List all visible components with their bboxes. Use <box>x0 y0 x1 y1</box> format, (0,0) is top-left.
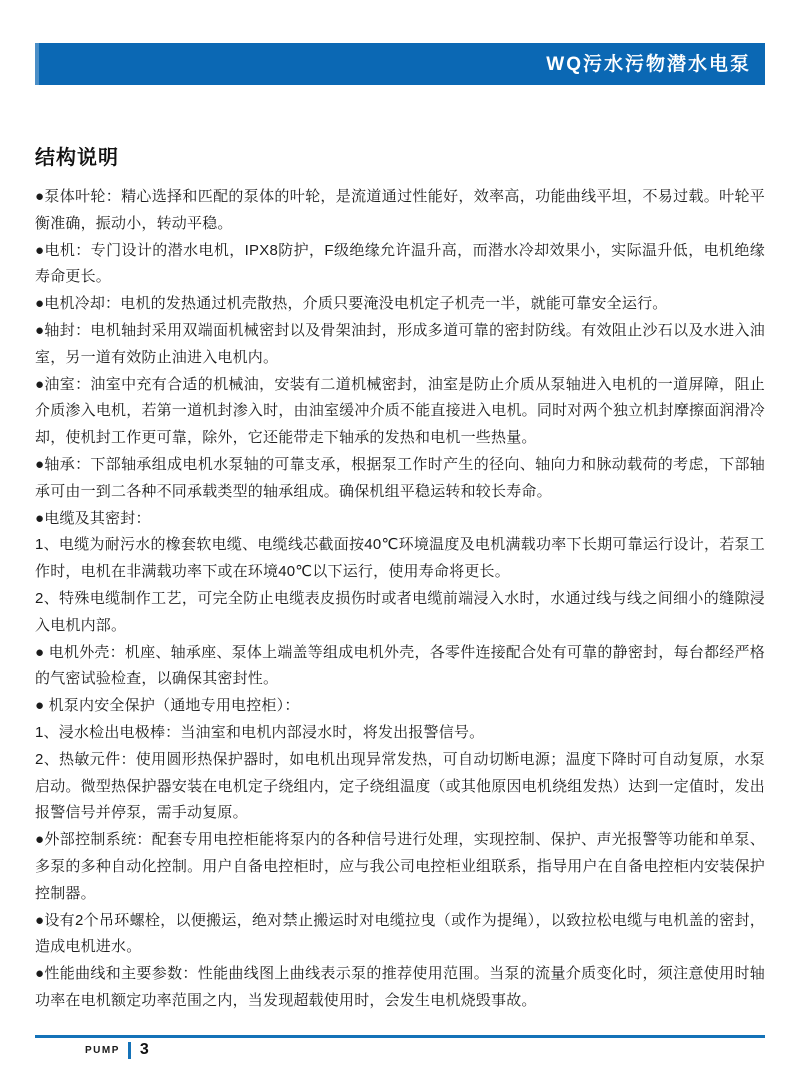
paragraph-cable-item-1: 1、电缆为耐污水的橡套软电缆、电缆线芯截面按40℃环境温度及电机满载功率下长期可靠运行设计，若泵工作时，电机在非满载功率下或在环境40℃以下运行，使用寿命将更长。 <box>35 536 765 581</box>
paragraph-safety-item-2: 2、热敏元件：使用圆形热保护器时，如电机出现异常发热，可自动切断电源；温度下降时可自动复原，水泵启动。微型热保护器安装在电机定子绕组内，定子绕组温度（或其他原因电机绕组发热）达到一定值时，发出报警信号并停泵，需手动复原。 <box>35 750 765 822</box>
paragraph-shaft-seal: ●轴封：电机轴封采用双端面机械密封以及骨架油封，形成多道可靠的密封防线。有效阻止沙石以及水进入油室，另一道有效防止油进入电机内。 <box>35 321 765 366</box>
paragraph-cable-seal-head: ●电缆及其密封： <box>35 509 151 527</box>
paragraph-safety-head: ● 机泵内安全保护（通地专用电控柜）： <box>35 697 300 715</box>
footer-divider <box>128 1042 131 1059</box>
footer-rule <box>35 1035 765 1038</box>
paragraph-pump-impeller: ●泵体叶轮：精心选择和匹配的泵体的叶轮，是流道通过性能好，效率高，功能曲线平坦，不易过载。叶轮平衡准确，振动小，转动平稳。 <box>35 188 765 232</box>
paragraph-motor-housing: ● 电机外壳：机座、轴承座、泵体上端盖等组成电机外壳，各零件连接配合处有可靠的静密封，每台都经严格的气密试验检查，以确保其密封性。 <box>35 643 765 688</box>
section-title: 结构说明 <box>35 147 119 169</box>
paragraph-bearing: ●轴承：下部轴承组成电机水泵轴的可靠支承，根据泵工作时产生的径向、轴向力和脉动载荷的考虑，下部轴承可由一到二各种不同承载类型的轴承组成。确保机组平稳运转和较长寿命。 <box>35 455 765 500</box>
paragraph-safety-item-1: 1、浸水检出电极棒：当油室和电机内部浸水时，将发出报警信号。 <box>35 723 485 741</box>
main-content <box>35 141 765 1015</box>
paragraph-oil-chamber: ●油室：油室中充有合适的机械油，安装有二道机械密封，油室是防止介质从泵轴进入电机的一道屏障，阻止介质渗入电机，若第一道机封渗入时，由油室缓冲介质不能直接进入电机。同时对两个独立机封摩擦面润滑冷却，使机封工作更可靠，除外，它还能带走下轴承的发热和电机一些热量。 <box>35 375 765 447</box>
paragraph-motor-cooling: ●电机冷却：电机的发热通过机壳散热，介质只要淹没电机定子机壳一半，就能可靠安全运行。 <box>35 295 668 313</box>
footer <box>85 1041 149 1059</box>
paragraph-performance-curve: ●性能曲线和主要参数：性能曲线图上曲线表示泵的推荐使用范围。当泵的流量介质变化时，须注意使用时轴功率在电机额定功率范围之内，当发现超载使用时，会发生电机烧毁事故。 <box>35 965 765 1009</box>
paragraph-external-control: ●外部控制系统：配套专用电控柜能将泵内的各种信号进行处理，实现控制、保护、声光报警等功能和单泵、多泵的多种自动化控制。用户自备电控柜时，应与我公司电控柜业组联系，指导用户在自备电控柜内安装保护控制器。 <box>35 831 765 902</box>
paragraph-motor: ●电机：专门设计的潜水电机，IPX8防护，F级绝缘允许温升高，而潜水冷却效果小，实际温升低，电机绝缘寿命更长。 <box>35 241 765 286</box>
footer-brand: PUMP <box>85 1044 120 1056</box>
paragraph-cable-item-2: 2、特殊电缆制作工艺，可完全防止电缆表皮损伤时或者电缆前端浸入水时，水通过线与线之间细小的缝隙浸入电机内部。 <box>35 589 765 634</box>
header-band <box>35 43 765 85</box>
page-title: WQ污水污物潜水电泵 <box>546 53 751 75</box>
page-number: 3 <box>139 1041 149 1058</box>
paragraph-lifting-bolts: ●设有2个吊环螺栓，以便搬运，绝对禁止搬运时对电缆拉曳（或作为提绳），以致拉松电缆与电机盖的密封，造成电机进水。 <box>35 911 765 956</box>
